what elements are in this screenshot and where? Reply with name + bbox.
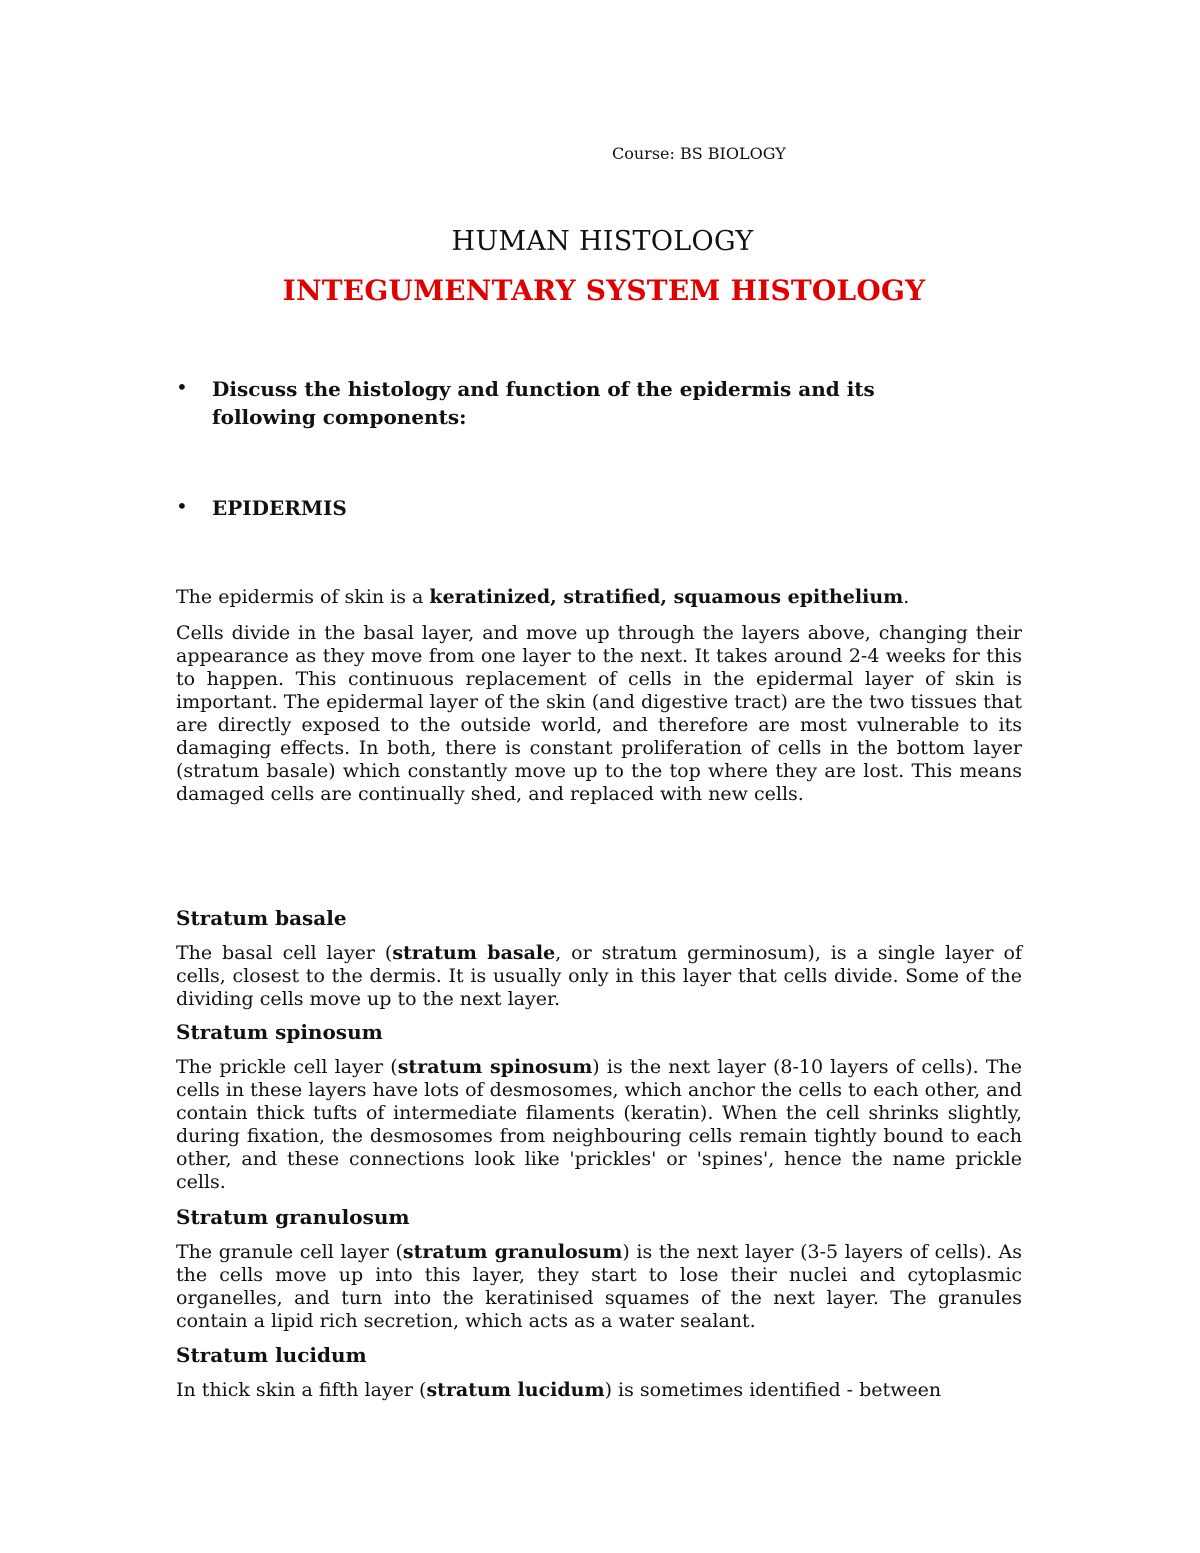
section-paragraph-granulosum — [176, 1241, 1022, 1333]
intro-end: . — [903, 586, 910, 608]
section-heading-spinosum: Stratum spinosum — [176, 1020, 383, 1044]
section-bold-text: stratum granulosum — [402, 1241, 623, 1263]
section-heading-granulosum: Stratum granulosum — [176, 1205, 410, 1229]
course-label: Course: BS BIOLOGY — [612, 144, 786, 163]
section-paragraph-spinosum — [176, 1056, 1022, 1194]
epidermis-heading-item — [176, 494, 1036, 522]
section-text: In thick skin a fifth layer ( — [176, 1379, 427, 1401]
section-text: The basal cell layer ( — [176, 942, 393, 964]
prompt-item — [176, 375, 1036, 431]
section-heading-basale: Stratum basale — [176, 906, 347, 930]
bullet-icon: • — [176, 375, 188, 399]
prompt-line-2: following components: — [212, 405, 467, 429]
section-text: ) is the next layer (8-10 layers of cells). The cells in these layers have lots of desmosomes, which anchor the cells to each other, and contain thick tufts of intermediate filaments (keratin). When the cell shrinks slightly, during fixation, the desmosomes from neighbouring cells remain tightly bound to each other, and these connections look like 'prickles' or 'spines', hence the name prickle cells. — [176, 1056, 1023, 1193]
epidermis-intro — [176, 586, 1022, 609]
section-text: The granule cell layer ( — [176, 1241, 403, 1263]
document-title: HUMAN HISTOLOGY — [451, 226, 754, 257]
section-text: ) is the next layer (3-5 layers of cells). As the cells move up into this layer, they start to lose their nuclei and cytoplasmic organelles, and turn into the keratinised squames of the next layer. The granules contain a lipid rich secretion, which acts as a water sealant. — [176, 1241, 1022, 1332]
section-bold-text: stratum basale — [392, 942, 556, 964]
section-heading-lucidum: Stratum lucidum — [176, 1343, 367, 1367]
section-paragraph-basale — [176, 942, 1022, 1011]
epidermis-heading: EPIDERMIS — [212, 496, 347, 520]
section-paragraph-lucidum — [176, 1379, 1022, 1402]
bullet-icon: • — [176, 494, 188, 518]
section-bold-text: stratum spinosum — [397, 1056, 593, 1078]
section-text: The prickle cell layer ( — [176, 1056, 398, 1078]
epidermis-paragraph: Cells divide in the basal layer, and move up through the layers above, changing their appearance as they move from one layer to the next. It takes around 2-4 weeks for this to happen. This continuous replacement of cells in the epidermal layer of skin is important. The epidermal layer of the skin (and digestive tract) are the two tissues that are directly exposed to the outside world, and therefore are most vulnerable to its damaging effects. In both, there is constant proliferation of cells in the bottom layer (stratum basale) which constantly move up to the top where they are lost. This means damaged cells are continually shed, and replaced with new cells. — [176, 622, 1022, 805]
prompt-line-1: Discuss the histology and function of the epidermis and its — [212, 377, 875, 401]
section-text: , or stratum germinosum), is a single layer of cells, closest to the dermis. It is usually only in this layer that cells divide. Some of the dividing cells move up to the next layer. — [176, 942, 1023, 1010]
prompt-text — [212, 375, 875, 431]
section-bold-text: stratum lucidum — [426, 1379, 605, 1401]
intro-text: The epidermis of skin is a — [176, 586, 430, 608]
section-text: ) is sometimes identified - between — [604, 1379, 942, 1401]
document-subtitle: INTEGUMENTARY SYSTEM HISTOLOGY — [282, 274, 926, 307]
intro-bold-text: keratinized, stratified, squamous epithelium — [429, 586, 904, 608]
